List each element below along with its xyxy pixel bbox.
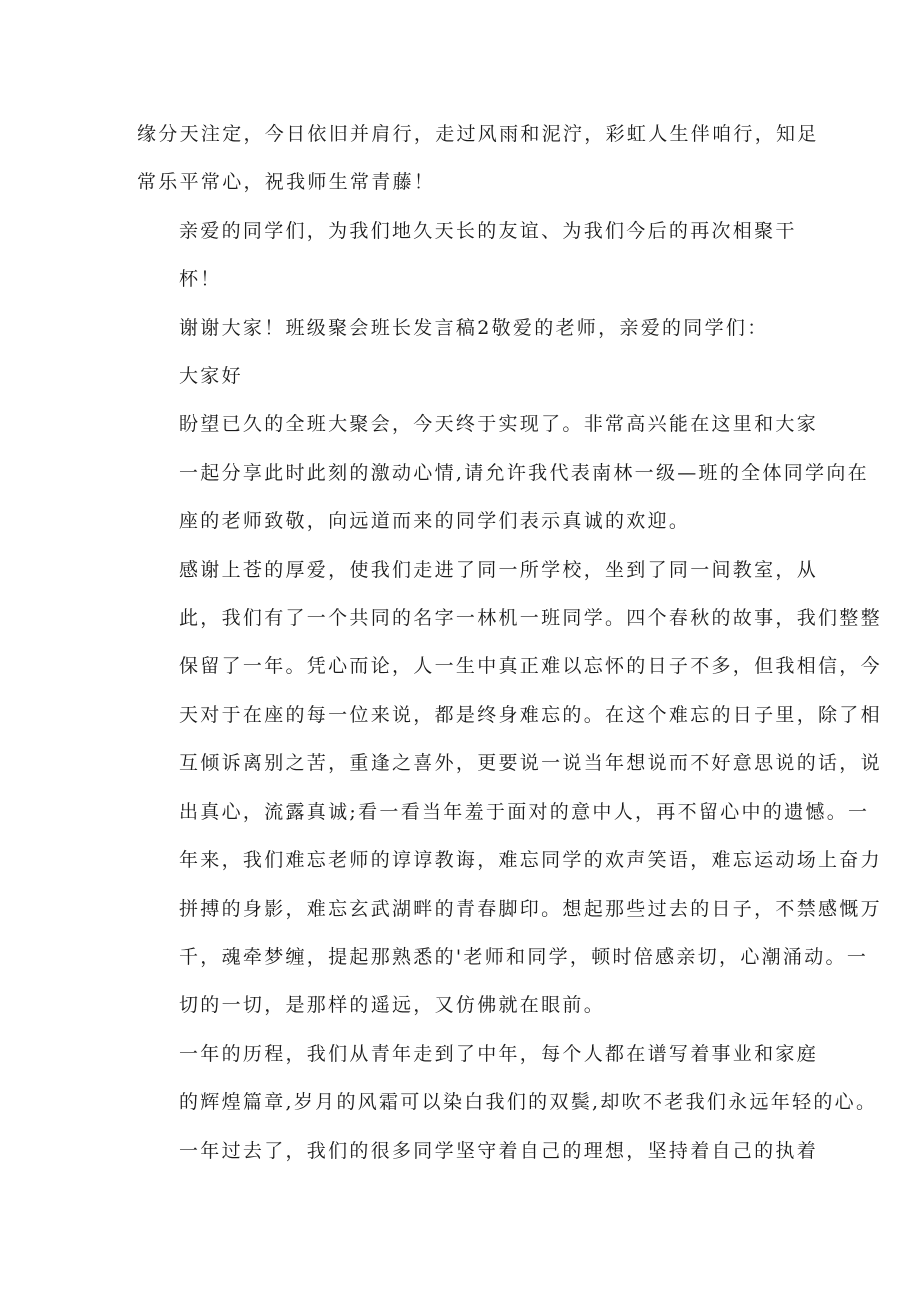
paragraph-line: 出真心，流露真诚;看一看当年羞于面对的意中人，再不留心中的遗憾。一 xyxy=(179,800,870,823)
paragraph xyxy=(137,207,797,304)
paragraph-line: 盼望已久的全班大聚会，今天终于实现了。非常高兴能在这里和大家 xyxy=(179,413,819,436)
paragraph-line: 大家好 xyxy=(179,365,243,388)
paragraph-line: 谢谢大家！班级聚会班长发言稿2敬爱的老师，亲爱的同学们： xyxy=(179,316,769,339)
paragraph-line: 年来，我们难忘老师的谆谆教诲，难忘同学的欢声笑语，难忘运动场上奋力 xyxy=(179,849,882,872)
paragraph xyxy=(137,352,792,400)
paragraph-line: 的辉煌篇章,岁月的风霜可以染白我们的双鬓,却吹不老我们永远年轻的心。 xyxy=(179,1091,878,1114)
document-body xyxy=(137,110,882,1175)
paragraph-line: 此，我们有了一个共同的名字一林机一班同学。四个春秋的故事，我们整整 xyxy=(179,607,882,630)
paragraph xyxy=(137,1030,878,1127)
paragraph-line: 保留了一年。凭心而论，人一生中真正难以忘怀的日子不多，但我相信，今 xyxy=(179,655,882,678)
paragraph xyxy=(137,1127,819,1175)
paragraph xyxy=(137,546,882,1030)
paragraph-line: 千，魂牵梦缠，提起那熟悉的'老师和同学，顿时倍感亲切，心潮涌动。一 xyxy=(179,945,869,968)
paragraph-line: 座的老师致敬，向远道而来的同学们表示真诚的欢迎。 xyxy=(179,510,691,533)
paragraph xyxy=(137,400,869,545)
paragraph-line: 一年过去了，我们的很多同学坚守着自己的理想，坚持着自己的执着 xyxy=(179,1139,819,1162)
paragraph-line: 切的一切，是那样的遥远，又仿佛就在眼前。 xyxy=(179,994,606,1017)
paragraph-line: 亲爱的同学们，为我们地久天长的友谊、为我们今后的再次相聚干 xyxy=(179,219,797,242)
paragraph-line: 一起分享此时此刻的激动心情,请允许我代表南林一级—班的全体同学向在 xyxy=(179,461,869,484)
paragraph-line: 天对于在座的每一位来说，都是终身难忘的。在这个难忘的日子里，除了相 xyxy=(179,703,882,726)
paragraph-line: 杯！ xyxy=(179,268,222,291)
paragraph-line: 缘分天注定，今日依旧并肩行，走过风雨和泥泞，彩虹人生伴咱行，知足 xyxy=(137,123,819,145)
paragraph-line: 一年的历程，我们从青年走到了中年，每个人都在谱写着事业和家庭 xyxy=(179,1042,819,1065)
paragraph xyxy=(137,110,819,207)
paragraph-line: 常乐平常心，祝我师生常青藤！ xyxy=(137,171,436,194)
paragraph-line: 互倾诉离别之苦，重逢之喜外，更要说一说当年想说而不好意思说的话，说 xyxy=(179,752,882,775)
paragraph-line: 感谢上苍的厚爱，使我们走进了同一所学校，坐到了同一间教室，从 xyxy=(179,558,819,581)
paragraph-line: 拼搏的身影，难忘玄武湖畔的青春脚印。想起那些过去的日子，不禁感慨万 xyxy=(179,897,882,920)
paragraph xyxy=(137,304,792,352)
